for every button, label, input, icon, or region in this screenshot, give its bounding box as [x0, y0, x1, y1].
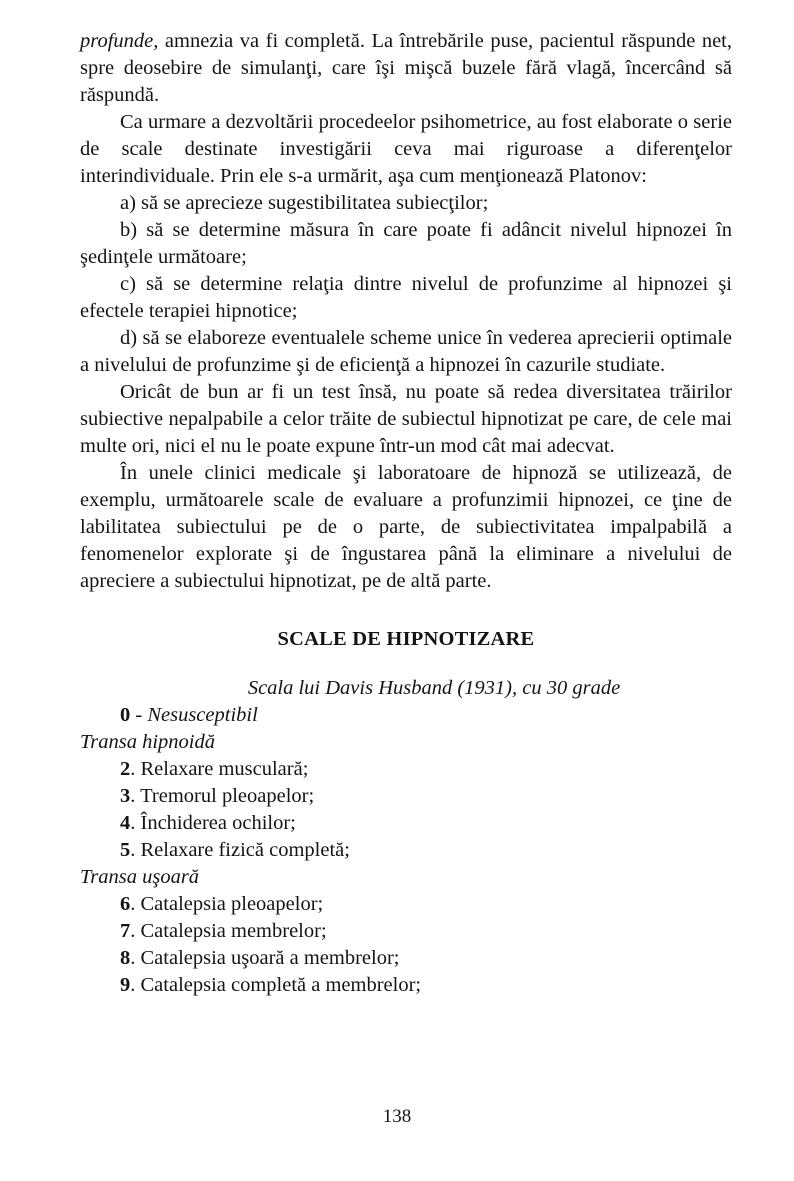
page-number: 138	[382, 1106, 412, 1127]
section-title: SCALE DE HIPNOTIZARE	[277, 628, 535, 650]
objective-item-a: a) să se aprecieze sugestibilitatea subiecţilor;	[120, 192, 489, 214]
scale-entry-label: . Catalepsia membrelor;	[130, 920, 327, 942]
clinics-paragraph: În unele clinici medicale şi laboratoare de hipnoză se utilizează, de exemplu, următoarele scale de evaluare a profunzimii hipnozei, ce ţine de labilitatea subiectului pe de o parte, de subiectivitatea impalpabilă a fenomenelor explorate şi de îngustarea până la eliminare a nivelului de apreciere a subiectului hipnotizat, pe de altă parte.	[80, 462, 732, 592]
scale-entry-number: 5	[120, 839, 131, 861]
intro-text: amnezia va fi completă. La întrebările puse, pacientul răspunde net, spre deosebire de simulanţi, care îşi mişcă buzele fără vlagă, încercând să răspundă.	[80, 30, 732, 106]
test-paragraph: Oricât de bun ar fi un test însă, nu poate să redea diversitatea trăirilor subiective nepalpabile a celor trăite de subiectul hipnotizat pe care, de cele mai multe ori, nici el nu le poate expune într-un mod cât mai adecvat.	[80, 381, 732, 457]
scale-entry-7	[80, 918, 732, 945]
scale-entry-6	[80, 891, 732, 918]
scale-entry-5	[80, 837, 732, 864]
scale-entry-number: 9	[120, 974, 131, 996]
scale-entry-number: 8	[120, 947, 131, 969]
scale-entry-number: 0	[120, 704, 131, 726]
objective-item-d: d) să se elaboreze eventualele scheme unice în vederea aprecierii optimale a nivelului de profunzime şi de eficienţă a hipnozei în cazurile studiate.	[80, 327, 732, 376]
platonov-paragraph: Ca urmare a dezvoltării procedeelor psihometrice, au fost elaborate o serie de scale destinate investigării ceva mai riguroase a diferenţelor interindividuale. Prin ele s-a urmărit, aşa cum menţionează Platonov:	[80, 111, 732, 187]
scale-title: Scala lui Davis Husband (1931), cu 30 grade	[247, 677, 621, 699]
scale-entry-label: Nesusceptibil	[147, 704, 258, 726]
scale-entry-label: . Relaxare fizică completă;	[130, 839, 350, 861]
book-page	[80, 28, 732, 999]
scale-entry-8	[80, 945, 732, 972]
scale-entry-label: . Închiderea ochilor;	[130, 812, 296, 834]
scale-entry-number: 6	[120, 893, 131, 915]
scale-entry-number: 7	[120, 920, 131, 942]
scale-group-hypnoid: Transa hipnoidă	[80, 731, 215, 753]
intro-paragraph	[80, 28, 732, 109]
scale-entry-separator: -	[130, 704, 148, 726]
scale-entry-label: . Catalepsia uşoară a membrelor;	[130, 947, 400, 969]
scale-entry-number: 3	[120, 785, 131, 807]
objective-item-b: b) să se determine măsura în care poate fi adâncit nivelul hipnozei în şedinţele următoare;	[80, 219, 732, 268]
scale-group-light: Transa uşoară	[80, 866, 200, 888]
scale-entry-label: . Tremorul pleoapelor;	[130, 785, 315, 807]
scale-entry-2	[80, 756, 732, 783]
scale-entry-number: 4	[120, 812, 131, 834]
scale-entry-number: 2	[120, 758, 131, 780]
scale-entry-3	[80, 783, 732, 810]
objective-item-c: c) să se determine relaţia dintre nivelul de profunzime al hipnozei şi efectele terapiei hipnotice;	[80, 273, 732, 322]
intro-italic-word: profunde,	[80, 30, 159, 52]
scale-entry-4	[80, 810, 732, 837]
scale-entry-label: . Relaxare musculară;	[130, 758, 309, 780]
scale-entry-label: . Catalepsia completă a membrelor;	[130, 974, 422, 996]
scale-entry-label: . Catalepsia pleoapelor;	[130, 893, 324, 915]
scale-entry-0	[80, 702, 732, 729]
scale-entry-9	[80, 972, 732, 999]
